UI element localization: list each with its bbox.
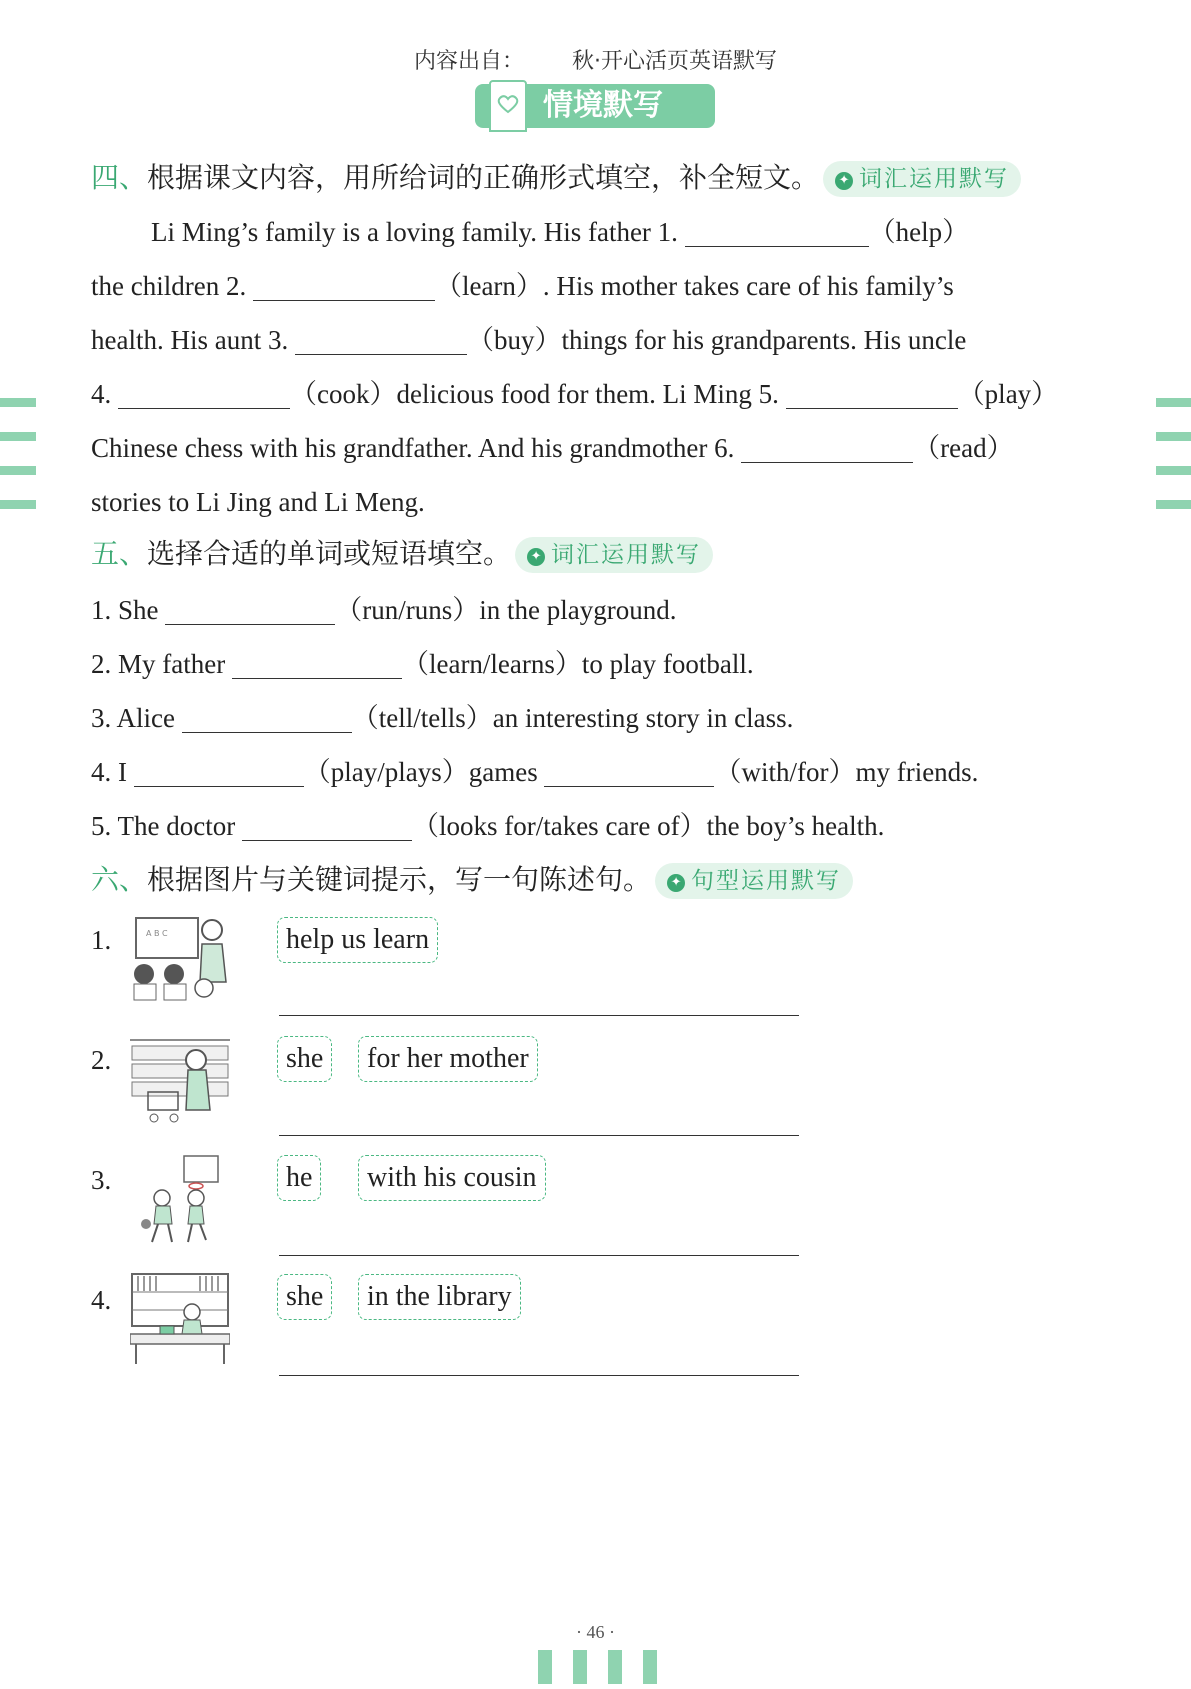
section-4-text: 根据课文内容，用所给词的正确形式填空，补全短文。 [147, 161, 820, 194]
library-reading-illustration [130, 1272, 230, 1368]
section-6-number: 六、 [91, 863, 148, 896]
passage-line-4 [91, 376, 1101, 412]
svg-text:A B C: A B C [146, 929, 168, 938]
blank-2[interactable] [253, 270, 435, 301]
source-label: 内容出自： [413, 49, 524, 74]
choice-blank-5[interactable] [242, 810, 412, 841]
keyword-box: he [277, 1155, 321, 1201]
answer-line-1[interactable] [279, 1015, 799, 1016]
choice-question-4 [91, 754, 978, 790]
passage-text: （read） [913, 433, 1014, 463]
section-5-title [91, 534, 713, 574]
passage-line-5 [91, 430, 1101, 466]
left-side-bars [0, 398, 36, 534]
blank-1[interactable] [685, 216, 869, 247]
passage-line-1 [91, 214, 1101, 250]
source-name: 秋·开心活页英语默写 [572, 49, 777, 74]
question-text: （with/for）my friends. [714, 757, 979, 787]
choice-blank-4a[interactable] [134, 756, 304, 787]
teacher-classroom-illustration [130, 912, 230, 1008]
question-text: （tell/tells）an interesting story in class. [351, 703, 794, 733]
banner-title: 情境默写 [543, 88, 663, 123]
question-text: （looks for/takes care of）the boy’s health. [411, 811, 885, 841]
question-text: 5. The doctor [91, 811, 242, 841]
bottom-decoration-bars [538, 1650, 678, 1689]
section-6-text: 根据图片与关键词提示，写一句陈述句。 [147, 863, 652, 896]
passage-text: health. His aunt 3. [91, 325, 295, 355]
picture-question-number: 2. [91, 1045, 112, 1075]
blank-3[interactable] [295, 324, 467, 355]
question-text: 1. She [91, 595, 166, 625]
question-text: （run/runs）in the playground. [335, 595, 677, 625]
passage-text: Li Ming’s family is a loving family. His father 1. [151, 217, 685, 247]
choice-question-1 [91, 592, 676, 628]
source-line [0, 44, 1191, 75]
choice-blank-1[interactable] [165, 594, 335, 625]
star-icon: ✦ [667, 874, 685, 892]
question-text: 2. My father [91, 649, 232, 679]
blank-4[interactable] [118, 378, 290, 409]
question-text: 4. I [91, 757, 134, 787]
page-number: · 46 · [576, 1622, 615, 1642]
passage-text: （cook）delicious food for them. Li Ming 5. [290, 379, 786, 409]
heart-bookmark-icon [489, 80, 527, 132]
question-text: （learn/learns）to play football. [401, 649, 754, 679]
choice-blank-4b[interactable] [544, 756, 714, 787]
picture-question-number: 4. [91, 1285, 112, 1315]
right-side-bars [1156, 398, 1191, 534]
passage-text: （buy）things for his grandparents. His uncle [466, 325, 967, 355]
section-5-tag-text: 词汇运用默写 [551, 542, 702, 568]
passage-text: （learn）. His mother takes care of his family’s [434, 271, 954, 301]
answer-line-4[interactable] [279, 1375, 799, 1376]
section-banner [475, 84, 715, 128]
keyword-box: she [277, 1274, 332, 1320]
passage-text: （play） [957, 379, 1059, 409]
passage-line-2 [91, 268, 1101, 304]
passage-line-6 [91, 484, 1101, 520]
passage-text: 4. [91, 379, 118, 409]
supermarket-shopping-illustration [130, 1032, 230, 1128]
keyword-box: for her mother [358, 1036, 538, 1082]
basketball-illustration [130, 1152, 230, 1248]
passage-text: the children 2. [91, 271, 253, 301]
section-5-text: 选择合适的单词或短语填空。 [147, 537, 512, 570]
keyword-box: help us learn [277, 917, 438, 963]
star-icon: ✦ [527, 548, 545, 566]
section-4-tag-text: 词汇运用默写 [859, 166, 1010, 192]
section-6-tag-text: 句型运用默写 [691, 868, 842, 894]
question-text: （play/plays）games [303, 757, 545, 787]
section-4-number: 四、 [91, 161, 148, 194]
choice-question-2 [91, 646, 754, 682]
section-5-number: 五、 [91, 537, 148, 570]
passage-text: （help） [868, 217, 970, 247]
keyword-box: in the library [358, 1274, 521, 1320]
choice-blank-2[interactable] [232, 648, 402, 679]
answer-line-3[interactable] [279, 1255, 799, 1256]
section-5-tag [515, 537, 713, 573]
blank-5[interactable] [786, 378, 958, 409]
choice-question-5 [91, 808, 884, 844]
blank-6[interactable] [741, 432, 913, 463]
keyword-box: with his cousin [358, 1155, 546, 1201]
choice-blank-3[interactable] [182, 702, 352, 733]
section-4-title [91, 158, 1021, 198]
section-4-tag [823, 161, 1021, 197]
passage-line-3 [91, 322, 1101, 358]
star-icon: ✦ [835, 172, 853, 190]
choice-question-3 [91, 700, 793, 736]
passage-text: Chinese chess with his grandfather. And his grandmother 6. [91, 433, 742, 463]
question-text: 3. Alice [91, 703, 182, 733]
answer-line-2[interactable] [279, 1135, 799, 1136]
keyword-box: she [277, 1036, 332, 1082]
section-6-title [91, 860, 853, 900]
picture-question-number: 1. [91, 925, 112, 955]
picture-question-number: 3. [91, 1165, 112, 1195]
section-6-tag [655, 863, 853, 899]
passage-text: stories to Li Jing and Li Meng. [91, 487, 425, 517]
